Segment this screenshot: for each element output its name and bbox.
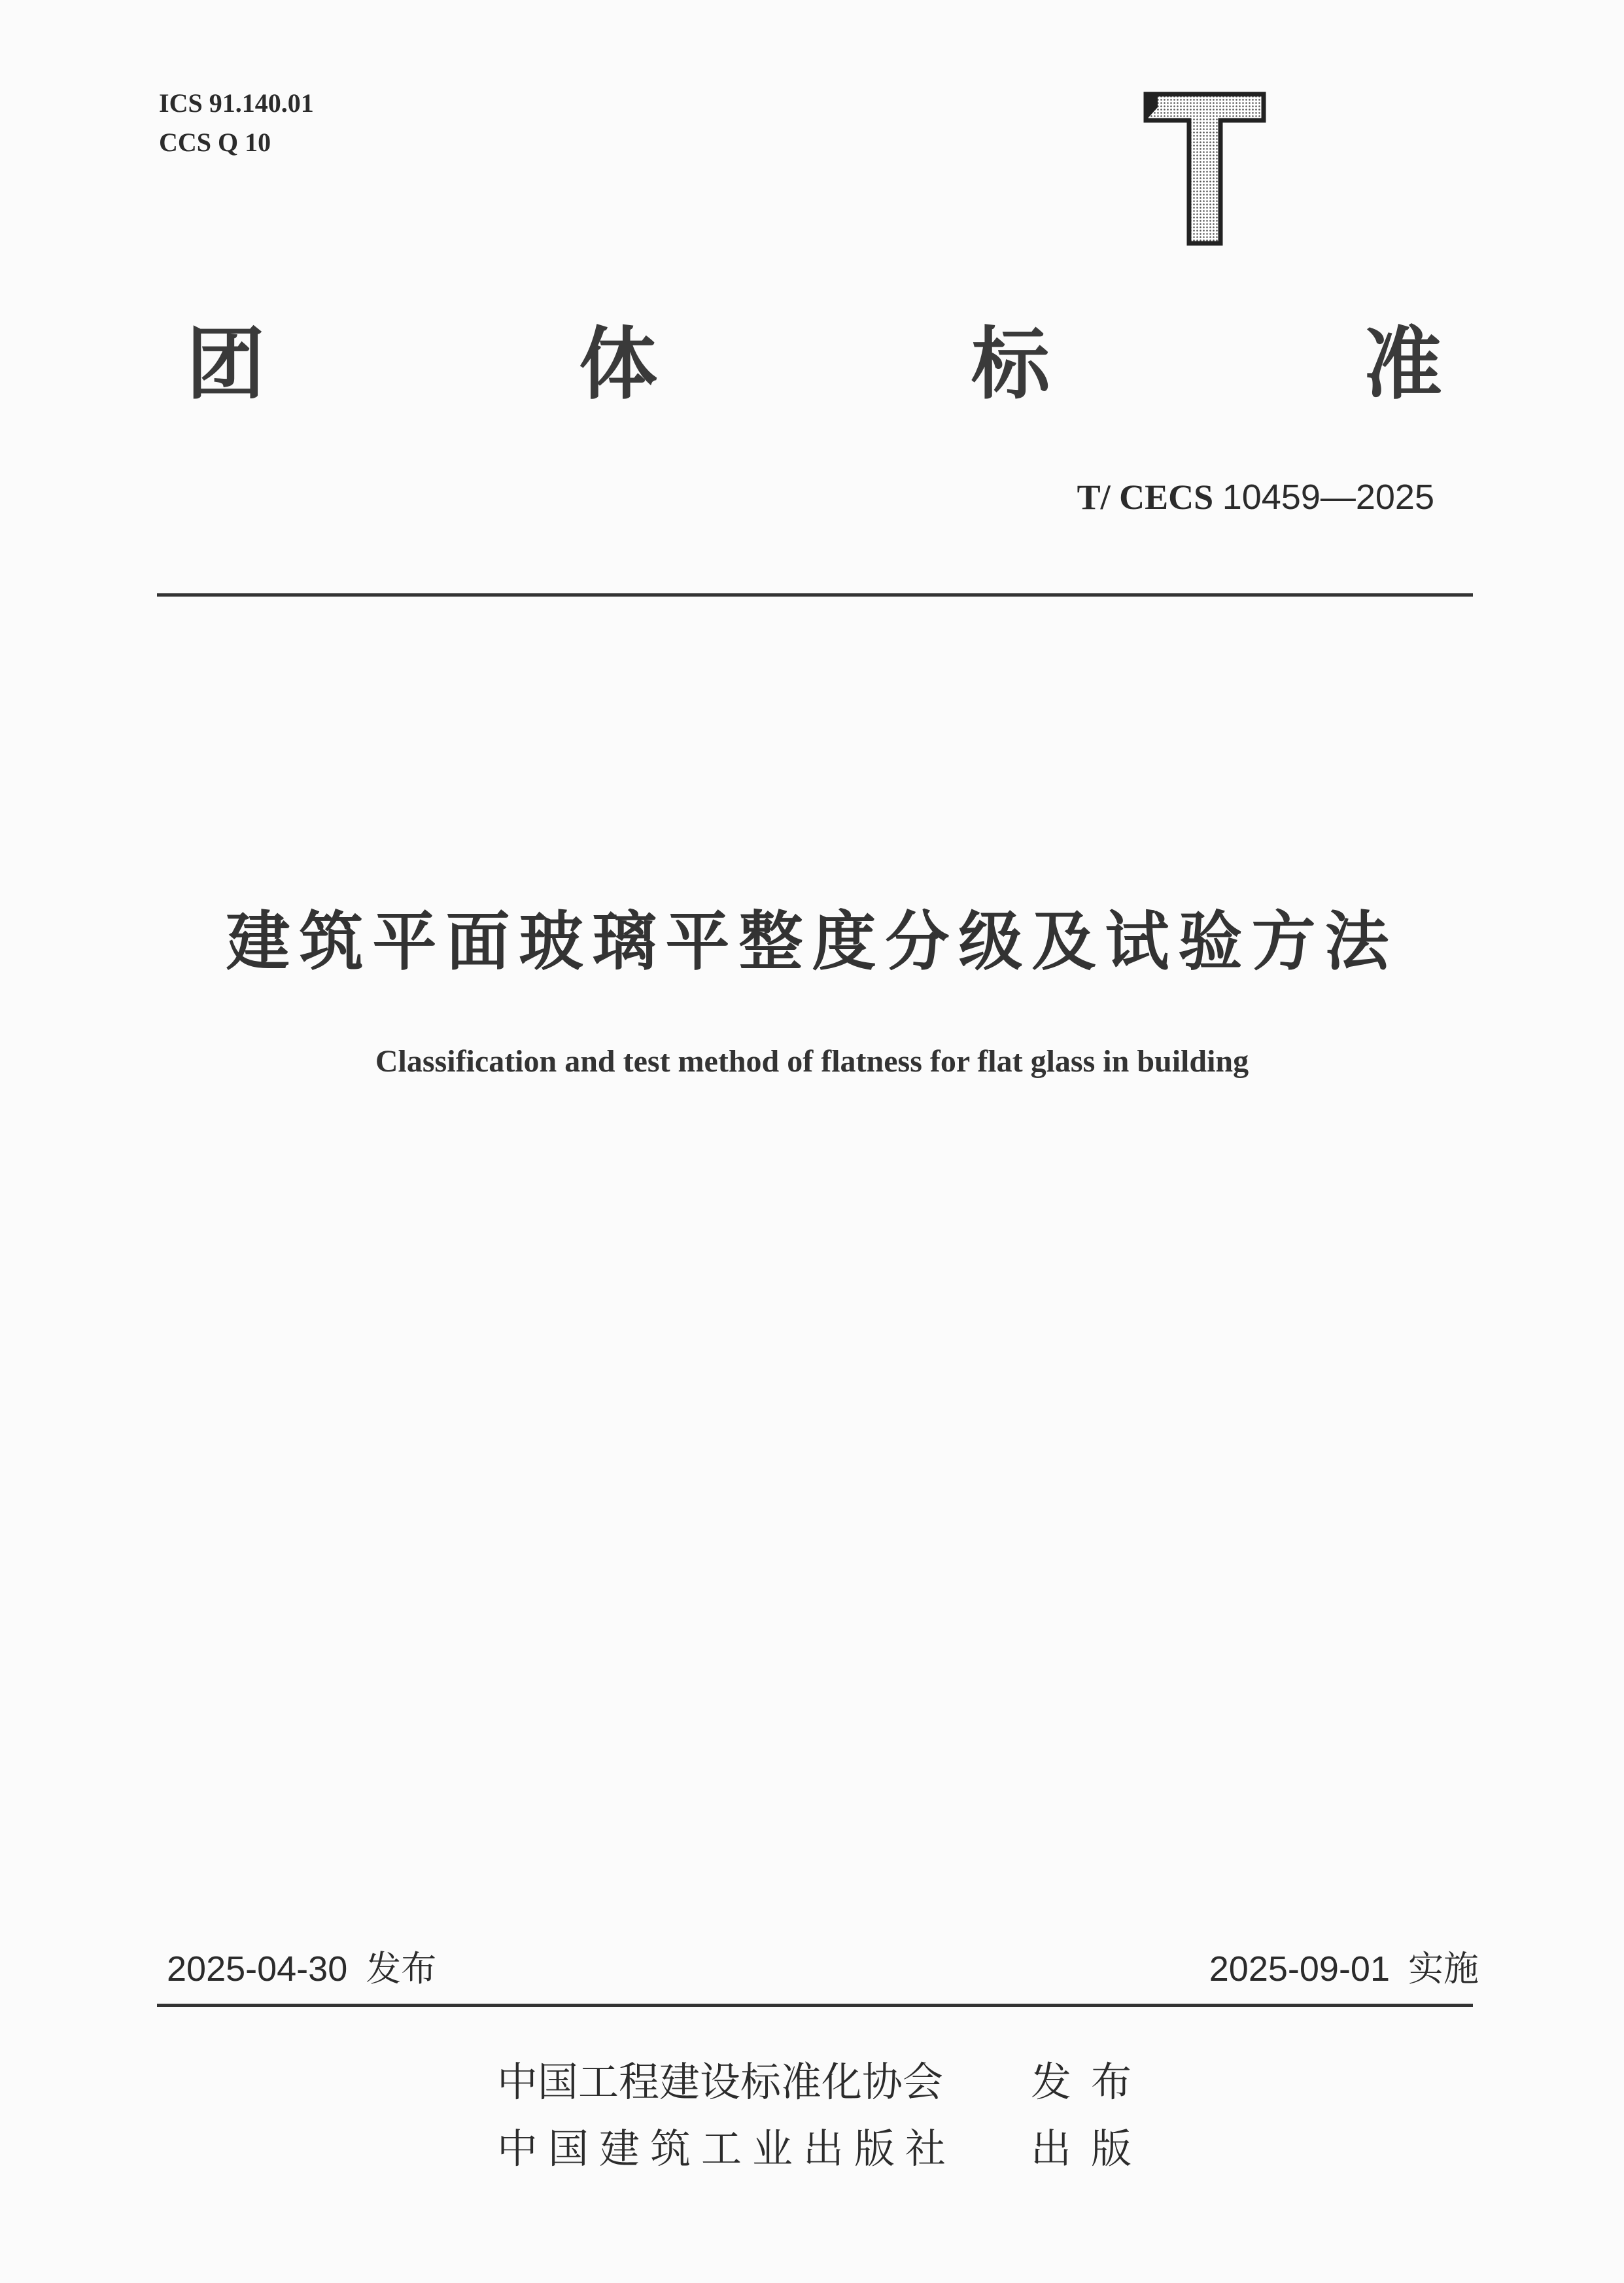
standard-code: 10459—2025 bbox=[1222, 478, 1434, 517]
issue-date bbox=[167, 1946, 436, 1992]
top-divider bbox=[157, 593, 1473, 597]
kind-char: 标 bbox=[971, 319, 1050, 410]
issue-date-label: 发布 bbox=[366, 1948, 437, 1989]
kind-char: 准 bbox=[1364, 319, 1442, 410]
publisher-org: 中国建筑工业出版社 bbox=[497, 2125, 957, 2172]
implement-date-value: 2025-09-01 bbox=[1209, 1949, 1390, 1989]
kind-char: 体 bbox=[579, 319, 657, 410]
ccs-code: CCS Q 10 bbox=[159, 128, 271, 157]
publisher-row bbox=[497, 2119, 1151, 2178]
bottom-divider bbox=[157, 2004, 1473, 2007]
standard-prefix: T/ CECS bbox=[1077, 478, 1214, 517]
standard-type-t-logo bbox=[1143, 92, 1266, 246]
classification-codes bbox=[159, 84, 314, 162]
document-kind-heading bbox=[186, 319, 1442, 411]
implement-date bbox=[1209, 1946, 1479, 1992]
issue-date-value: 2025-04-30 bbox=[167, 1949, 348, 1989]
english-title: Classification and test method of flatness for flat glass in building bbox=[375, 1044, 1249, 1079]
publisher-role: 出版 bbox=[1030, 2125, 1151, 2172]
publisher-org: 中国工程建设标准化协会 bbox=[497, 2058, 944, 2106]
chinese-title: 建筑平面玻璃平整度分级及试验方法 bbox=[226, 905, 1398, 979]
implement-date-label: 实施 bbox=[1408, 1948, 1479, 1989]
ics-code: ICS 91.140.01 bbox=[159, 88, 314, 118]
publisher-row bbox=[497, 2053, 1151, 2112]
standard-number bbox=[1077, 474, 1434, 520]
kind-char: 团 bbox=[186, 319, 265, 410]
publisher-role: 发布 bbox=[1030, 2058, 1151, 2106]
